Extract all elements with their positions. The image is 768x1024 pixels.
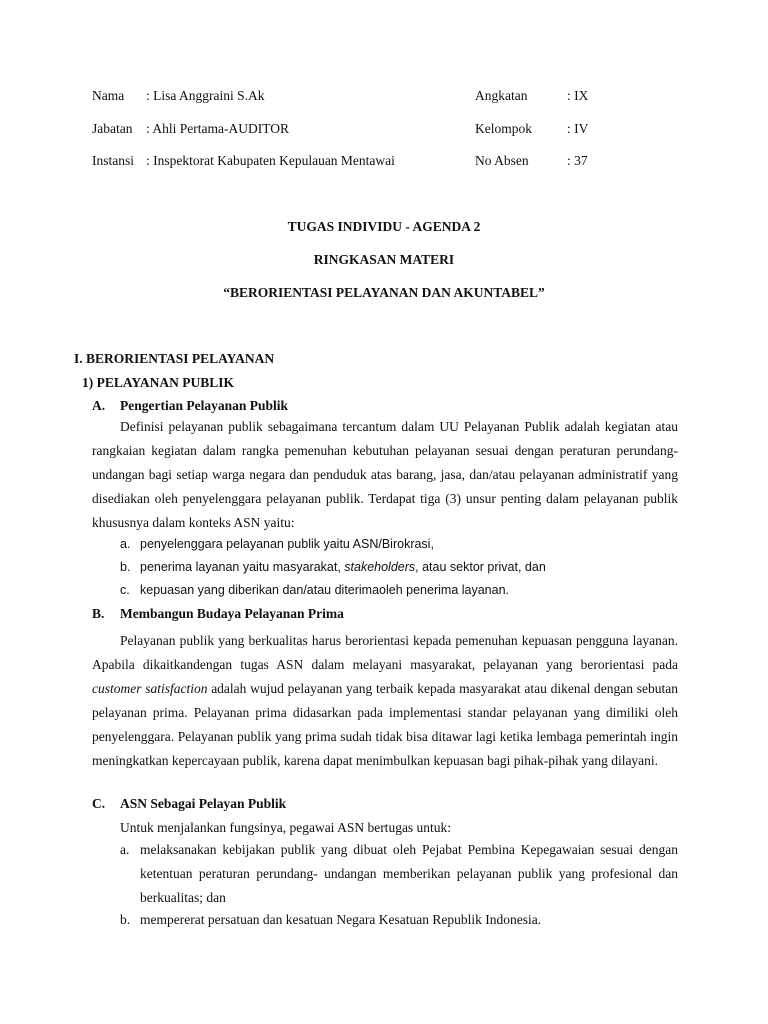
list-item-c2 xyxy=(120,908,678,932)
document-topic: “BERORIENTASI PELAYANAN DAN AKUNTABEL” xyxy=(223,285,545,300)
list-marker: a. xyxy=(120,842,130,857)
point-c-title: ASN Sebagai Pelayan Publik xyxy=(120,796,287,811)
point-b-marker: B. xyxy=(92,606,105,621)
point-b-title: Membangun Budaya Pelayanan Prima xyxy=(120,606,344,621)
jabatan-value: : Ahli Pertama-AUDITOR xyxy=(146,121,289,136)
list-text: melaksanakan kebijakan publik yang dibuat oleh Pejabat Pembina Kepegawaian sesuai dengan ketentuan peraturan perundang- undangan memberikan pelayanan publik yang profesional dan berkualitas; dan xyxy=(140,842,678,905)
nama-value: : Lisa Anggraini S.Ak xyxy=(146,88,265,103)
point-a-text: Definisi pelayanan publik sebagaimana tercantum dalam UU Pelayanan Publik adalah kegiatan atau rangkaian kegiatan dalam rangka pemenuhan kebutuhan pelayanan sesuai dengan peraturan perundang-undangan bagi setiap warga negara dan penduduk atas barang, jasa, dan/atau pelayanan administratif yang disediakan oleh penyelenggara pelayanan publik. Terdapat tiga (3) unsur penting dalam pelayanan publik khususnya dalam konteks ASN yaitu: xyxy=(92,419,678,530)
jabatan-label: Jabatan xyxy=(92,121,133,136)
instansi-label: Instansi xyxy=(92,153,134,168)
list-text: penerima layanan yaitu masyarakat, stakeholders, atau sektor privat, dan xyxy=(140,560,546,574)
point-c-marker: C. xyxy=(92,796,106,811)
document-subtitle: RINGKASAN MATERI xyxy=(313,252,455,267)
document-title: TUGAS INDIVIDU - AGENDA 2 xyxy=(287,219,481,234)
kelompok-value: : IV xyxy=(567,121,589,136)
angkatan-value: : IX xyxy=(567,88,589,103)
list-text: kepuasan yang diberikan dan/atau diterimaoleh penerima layanan. xyxy=(140,583,510,597)
point-a-title: Pengertian Pelayanan Publik xyxy=(120,398,289,413)
kelompok-label: Kelompok xyxy=(475,121,532,136)
list-marker: c. xyxy=(120,583,130,597)
list-text: penyelenggara pelayanan publik yaitu ASN/Birokrasi, xyxy=(140,537,434,551)
list-marker: b. xyxy=(120,560,131,574)
customer-satisfaction-term: customer satisfaction xyxy=(92,681,208,696)
instansi-value: : Inspektorat Kabupaten Kepulauan Mentawai xyxy=(146,153,395,168)
subsection-heading: 1) PELAYANAN PUBLIK xyxy=(82,375,235,390)
angkatan-label: Angkatan xyxy=(475,88,528,103)
list-marker: b. xyxy=(120,912,131,927)
point-a-marker: A. xyxy=(92,398,106,413)
list-text: mempererat persatuan dan kesatuan Negara Kesatuan Republik Indonesia. xyxy=(140,912,542,927)
list-marker: a. xyxy=(120,537,131,551)
point-a-paragraph xyxy=(92,415,678,535)
point-c-intro: Untuk menjalankan fungsinya, pegawai ASN bertugas untuk: xyxy=(120,820,452,835)
absen-value: : 37 xyxy=(567,153,588,168)
section-heading: I. BERORIENTASI PELAYANAN xyxy=(74,351,275,366)
nama-label: Nama xyxy=(92,88,125,103)
point-b-paragraph: Pelayanan publik yang berkualitas harus berorientasi kepada pemenuhan kepuasan pengguna layanan. Apabila dikaitkandengan tugas ASN dalam melayani masyarakat, pelayanan yang berorientasi pada customer satisfaction adalah wujud pelayanan yang terbaik kepada masyarakat atau dikenal dengan sebutan pelayanan prima. Pelayanan prima didasarkan pada implementasi standar pelayanan yang dimiliki oleh penyelenggara. Pelayanan publik yang prima sudah tidak bisa ditawar lagi ketika lembaga pemerintah ingin meningkatkan kepercayaan publik, karena dapat menimbulkan kepuasan bagi pihak-pihak yang dilayani. xyxy=(92,633,678,768)
absen-label: No Absen xyxy=(475,153,529,168)
list-item-c1 xyxy=(120,838,678,910)
